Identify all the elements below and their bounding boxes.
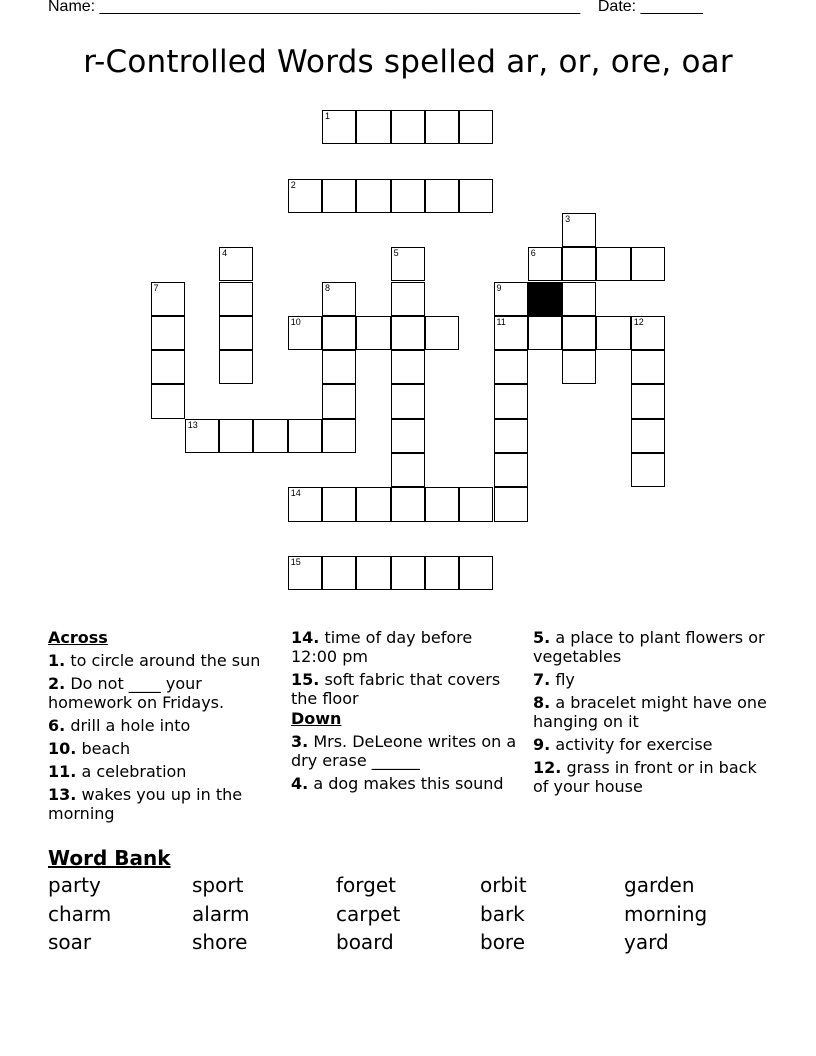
crossword-cell[interactable] xyxy=(459,110,493,144)
crossword-cell[interactable] xyxy=(322,110,356,144)
clue-text: grass in front or in back of your house xyxy=(533,758,757,796)
clue-down-8 xyxy=(533,693,773,731)
clue-column-1 xyxy=(48,628,268,827)
crossword-cell[interactable] xyxy=(391,384,425,418)
crossword-cell[interactable] xyxy=(322,282,356,316)
clue-text: a celebration xyxy=(81,762,187,781)
clue-number: 5. xyxy=(533,628,551,647)
crossword-cell[interactable] xyxy=(356,316,390,350)
clue-text: a place to plant flowers or vegetables xyxy=(533,628,765,666)
crossword-cell[interactable] xyxy=(562,350,596,384)
date-blank[interactable]: _______ xyxy=(640,0,703,15)
clue-down-5 xyxy=(533,628,773,666)
crossword-cell[interactable] xyxy=(219,419,253,453)
crossword-cell[interactable] xyxy=(425,110,459,144)
clue-number: 11. xyxy=(48,762,77,781)
crossword-cell[interactable] xyxy=(494,419,528,453)
crossword-cell[interactable] xyxy=(391,179,425,213)
word-bank-item: morning xyxy=(624,901,708,926)
clue-number-label: 5 xyxy=(393,248,399,259)
clue-number: 2. xyxy=(48,674,66,693)
crossword-cell[interactable] xyxy=(459,556,493,590)
crossword-cell[interactable] xyxy=(494,384,528,418)
crossword-cell[interactable] xyxy=(288,556,322,590)
clue-number: 1. xyxy=(48,651,66,670)
clue-number-label: 15 xyxy=(290,556,301,567)
clue-number: 9. xyxy=(533,735,551,754)
clue-number: 3. xyxy=(291,732,309,751)
crossword-cell[interactable] xyxy=(356,110,390,144)
word-bank-item: yard xyxy=(624,930,669,954)
clue-number: 10. xyxy=(48,739,77,758)
crossword-cell[interactable] xyxy=(425,316,459,350)
crossword-cell[interactable] xyxy=(288,487,322,521)
clue-number: 8. xyxy=(533,693,551,712)
clue-number-label: 7 xyxy=(153,282,159,293)
crossword-cell[interactable] xyxy=(322,316,356,350)
clue-text: wakes you up in the morning xyxy=(48,785,243,823)
date-label: Date: xyxy=(597,0,637,15)
crossword-cell[interactable] xyxy=(151,282,185,316)
crossword-cell[interactable] xyxy=(288,316,322,350)
clue-text: a bracelet might have one hanging on it xyxy=(533,693,767,731)
crossword-cell[interactable] xyxy=(219,316,253,350)
word-bank-item: orbit xyxy=(480,873,527,897)
page-title: r-Controlled Words spelled ar, or, ore, oar xyxy=(83,44,733,80)
clue-text: activity for exercise xyxy=(555,735,713,754)
crossword-cell[interactable] xyxy=(253,419,287,453)
clue-number-label: 8 xyxy=(325,282,331,293)
crossword-cell[interactable] xyxy=(631,247,665,281)
clue-number-label: 2 xyxy=(290,179,296,190)
crossword-cell[interactable] xyxy=(631,350,665,384)
crossword-cell[interactable] xyxy=(391,556,425,590)
word-bank-item: garden xyxy=(624,873,695,897)
clue-text: Mrs. DeLeone writes on a dry erase ______ xyxy=(291,732,517,770)
word-bank-item: charm xyxy=(48,901,112,926)
crossword-cell[interactable] xyxy=(185,419,219,453)
clue-across-2 xyxy=(48,674,268,712)
word-bank-item: sport xyxy=(192,873,244,897)
crossword-cell[interactable] xyxy=(425,487,459,521)
clue-across-11 xyxy=(48,762,268,781)
clue-across-1 xyxy=(48,651,268,670)
clue-number-label: 13 xyxy=(187,419,198,430)
clue-text: time of day before 12:00 pm xyxy=(291,628,473,666)
crossword-cell[interactable] xyxy=(631,316,665,350)
clue-across-13 xyxy=(48,785,268,823)
clue-text: drill a hole into xyxy=(70,716,191,735)
crossword-cell[interactable] xyxy=(322,487,356,521)
crossword-cell[interactable] xyxy=(596,247,630,281)
crossword-cell[interactable] xyxy=(322,419,356,453)
crossword-cell[interactable] xyxy=(151,350,185,384)
crossword-cell[interactable] xyxy=(391,247,425,281)
clue-number-label: 3 xyxy=(565,213,571,224)
crossword-cell[interactable] xyxy=(219,350,253,384)
clue-down-4 xyxy=(291,774,521,793)
clue-across-10 xyxy=(48,739,268,758)
clue-text: Do not ____ your homework on Fridays. xyxy=(48,674,225,712)
crossword-cell[interactable] xyxy=(528,316,562,350)
clue-down-12 xyxy=(533,758,773,796)
crossword-cell[interactable] xyxy=(391,316,425,350)
crossword-cell[interactable] xyxy=(151,384,185,418)
clue-across-15 xyxy=(291,670,521,708)
clue-number-label: 14 xyxy=(290,488,301,499)
down-heading: Down xyxy=(291,709,342,728)
word-bank-item: party xyxy=(48,873,101,897)
clue-number-label: 6 xyxy=(530,248,536,259)
clue-text: fly xyxy=(555,670,575,689)
word-bank-title: Word Bank xyxy=(48,846,171,870)
crossword-cell[interactable] xyxy=(494,453,528,487)
crossword-cell[interactable] xyxy=(562,282,596,316)
clue-number: 12. xyxy=(533,758,562,777)
clue-column-2 xyxy=(291,628,521,797)
clue-number: 6. xyxy=(48,716,66,735)
word-bank-item: bore xyxy=(480,930,526,954)
crossword-cell[interactable] xyxy=(425,179,459,213)
crossword-cell[interactable] xyxy=(528,247,562,281)
clue-number: 4. xyxy=(291,774,309,793)
crossword-cell[interactable] xyxy=(322,350,356,384)
word-bank-item: bark xyxy=(480,901,525,926)
clue-number-label: 4 xyxy=(222,248,228,259)
clue-down-7 xyxy=(533,670,773,689)
crossword-cell[interactable] xyxy=(391,419,425,453)
clue-number-label: 11 xyxy=(496,316,506,327)
crossword-cell[interactable] xyxy=(322,384,356,418)
crossword-cell[interactable] xyxy=(494,282,528,316)
word-bank-item: alarm xyxy=(192,901,250,926)
word-bank-item: carpet xyxy=(336,901,401,926)
clue-text: soft fabric that covers the floor xyxy=(291,670,501,708)
crossword-cell[interactable] xyxy=(391,110,425,144)
clue-column-3 xyxy=(533,628,773,800)
crossword-cell[interactable] xyxy=(356,179,390,213)
clue-number-label: 9 xyxy=(496,282,502,293)
crossword-cell[interactable] xyxy=(391,350,425,384)
crossword-cell[interactable] xyxy=(219,282,253,316)
clue-number: 14. xyxy=(291,628,320,647)
word-bank xyxy=(48,873,768,959)
crossword-cell[interactable] xyxy=(425,556,459,590)
crossword-cell[interactable] xyxy=(356,487,390,521)
word-bank-item: shore xyxy=(192,930,248,954)
crossword-cell[interactable] xyxy=(391,487,425,521)
crossword-cell[interactable] xyxy=(391,453,425,487)
crossword-cell[interactable] xyxy=(494,487,528,521)
word-bank-item: forget xyxy=(336,873,396,897)
name-blank[interactable]: ______________________________________________________ xyxy=(99,0,581,15)
crossword-cell[interactable] xyxy=(631,453,665,487)
clue-number-label: 12 xyxy=(633,316,644,327)
crossword-cell[interactable] xyxy=(391,282,425,316)
crossword-cell[interactable] xyxy=(459,179,493,213)
crossword-cell[interactable] xyxy=(562,316,596,350)
clue-number: 15. xyxy=(291,670,320,689)
clue-text: beach xyxy=(81,739,131,758)
clue-text: a dog makes this sound xyxy=(313,774,504,793)
crossword-cell[interactable] xyxy=(322,556,356,590)
crossword-cell[interactable] xyxy=(631,419,665,453)
crossword-cell[interactable] xyxy=(631,384,665,418)
black-square xyxy=(528,282,562,316)
crossword-cell[interactable] xyxy=(596,316,630,350)
word-bank-item: soar xyxy=(48,930,92,954)
clue-down-9 xyxy=(533,735,773,754)
crossword-cell[interactable] xyxy=(151,316,185,350)
crossword-cell[interactable] xyxy=(219,247,253,281)
clue-number: 13. xyxy=(48,785,77,804)
clue-number-label: 1 xyxy=(325,111,331,121)
clue-across-14 xyxy=(291,628,521,666)
crossword-cell[interactable] xyxy=(494,350,528,384)
crossword-cell[interactable] xyxy=(562,247,596,281)
crossword-cell[interactable] xyxy=(288,179,322,213)
crossword-cell[interactable] xyxy=(562,213,596,247)
crossword-cell[interactable] xyxy=(459,487,493,521)
clue-number-label: 10 xyxy=(290,316,301,327)
name-label: Name: xyxy=(48,0,96,15)
clue-number: 7. xyxy=(533,670,551,689)
crossword-cell[interactable] xyxy=(322,179,356,213)
crossword-cell[interactable] xyxy=(494,316,528,350)
crossword-cell[interactable] xyxy=(288,419,322,453)
across-heading: Across xyxy=(48,628,108,647)
clue-down-3 xyxy=(291,732,521,770)
word-bank-item: board xyxy=(336,930,394,954)
crossword-cell[interactable] xyxy=(356,556,390,590)
clue-across-6 xyxy=(48,716,268,735)
clue-text: to circle around the sun xyxy=(70,651,261,670)
